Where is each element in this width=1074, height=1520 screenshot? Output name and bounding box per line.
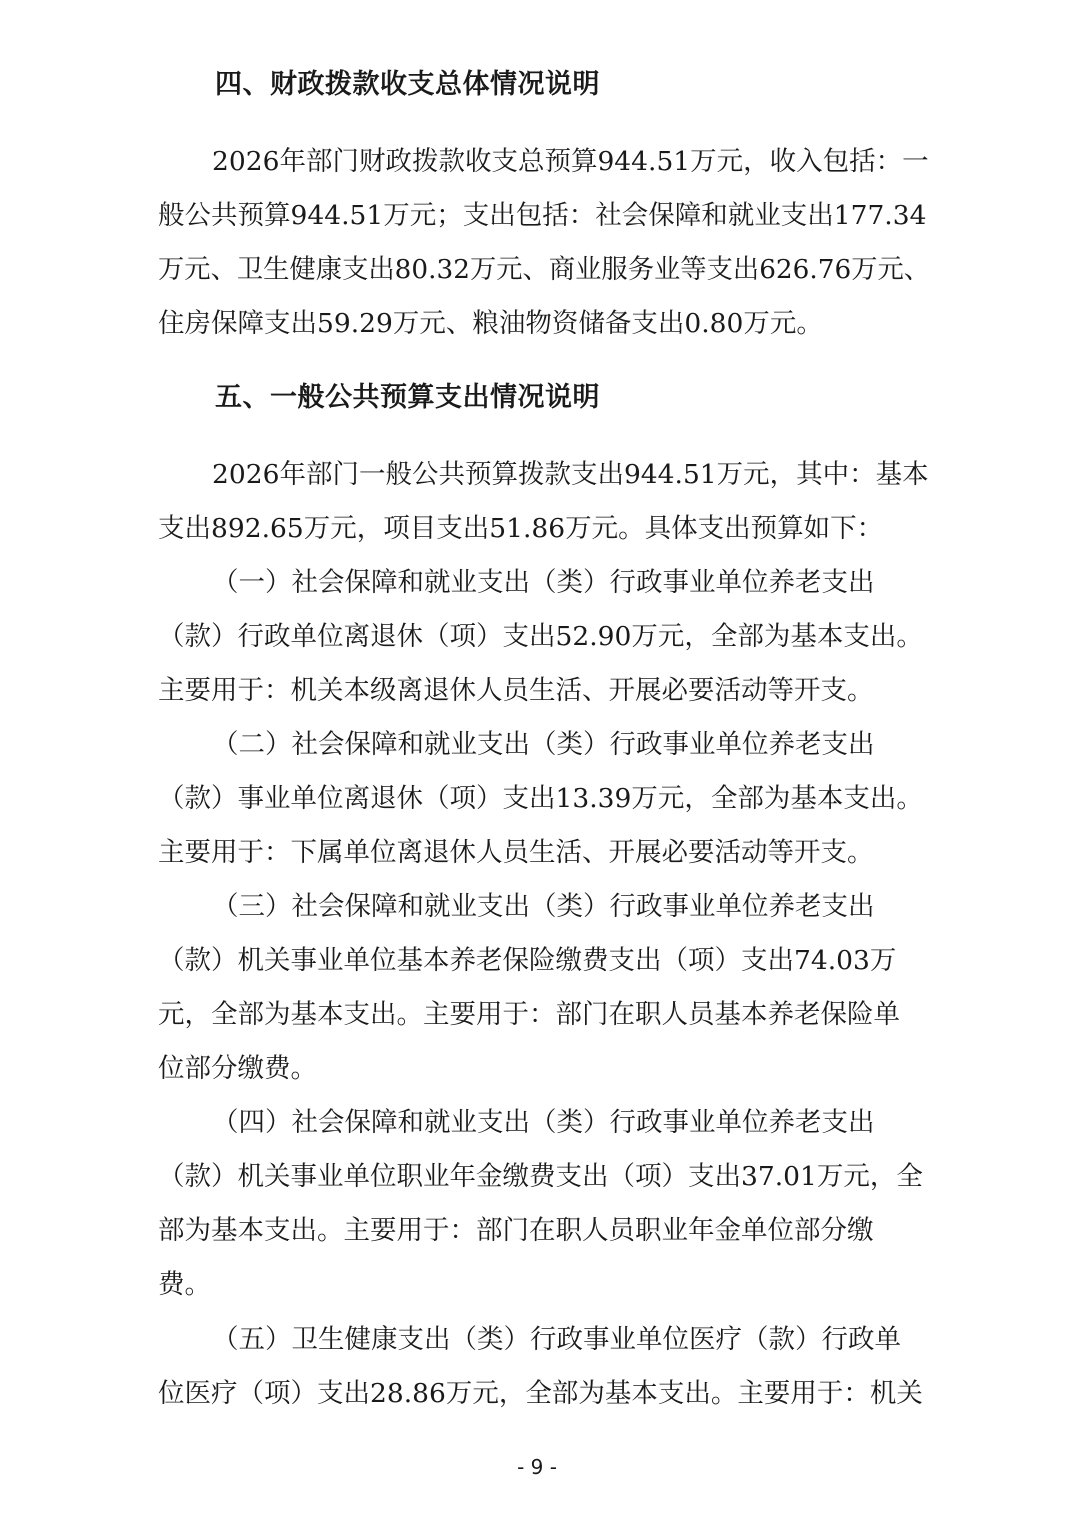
- item-3-line-2: （款）机关事业单位基本养老保险缴费支出（项）支出74.03万: [158, 945, 897, 976]
- item-2-line-3: 主要用于：下属单位离退休人员生活、开展必要活动等开支。: [158, 837, 874, 868]
- section-5-intro-line-2: 支出892.65万元，项目支出51.86万元。具体支出预算如下：: [158, 513, 884, 544]
- item-5-line-2: 位医疗（项）支出28.86万元，全部为基本支出。主要用于：机关: [158, 1378, 923, 1409]
- section-4-line-1: 2026年部门财政拨款收支总预算944.51万元，收入包括：一: [212, 146, 929, 177]
- item-3-line-4: 位部分缴费。: [158, 1053, 317, 1084]
- item-4-line-1: （四）社会保障和就业支出（类）行政事业单位养老支出: [212, 1107, 875, 1138]
- item-3-line-1: （三）社会保障和就业支出（类）行政事业单位养老支出: [212, 891, 875, 922]
- section-5-heading: 五、一般公共预算支出情况说明: [215, 382, 600, 413]
- item-4-line-2: （款）机关事业单位职业年金缴费支出（项）支出37.01万元，全: [158, 1161, 923, 1192]
- item-5-line-1: （五）卫生健康支出（类）行政事业单位医疗（款）行政单: [212, 1324, 901, 1355]
- item-2-line-2: （款）事业单位离退休（项）支出13.39万元，全部为基本支出。: [158, 783, 923, 814]
- item-1-line-1: （一）社会保障和就业支出（类）行政事业单位养老支出: [212, 567, 875, 598]
- section-4-line-2: 般公共预算944.51万元；支出包括：社会保障和就业支出177.34: [158, 200, 927, 231]
- item-2-line-1: （二）社会保障和就业支出（类）行政事业单位养老支出: [212, 729, 875, 760]
- page-number: - 9 -: [517, 1455, 557, 1479]
- section-5-intro-line-1: 2026年部门一般公共预算拨款支出944.51万元，其中：基本: [212, 459, 929, 490]
- section-4-line-3: 万元、卫生健康支出80.32万元、商业服务业等支出626.76万元、: [158, 254, 931, 285]
- item-3-line-3: 元，全部为基本支出。主要用于：部门在职人员基本养老保险单: [158, 999, 900, 1030]
- item-1-line-2: （款）行政单位离退休（项）支出52.90万元，全部为基本支出。: [158, 621, 923, 652]
- item-1-line-3: 主要用于：机关本级离退休人员生活、开展必要活动等开支。: [158, 675, 874, 706]
- item-4-line-4: 费。: [158, 1269, 211, 1300]
- section-4-line-4: 住房保障支出59.29万元、粮油物资储备支出0.80万元。: [158, 308, 823, 339]
- item-4-line-3: 部为基本支出。主要用于：部门在职人员职业年金单位部分缴: [158, 1215, 874, 1246]
- section-4-heading: 四、财政拨款收支总体情况说明: [215, 69, 600, 100]
